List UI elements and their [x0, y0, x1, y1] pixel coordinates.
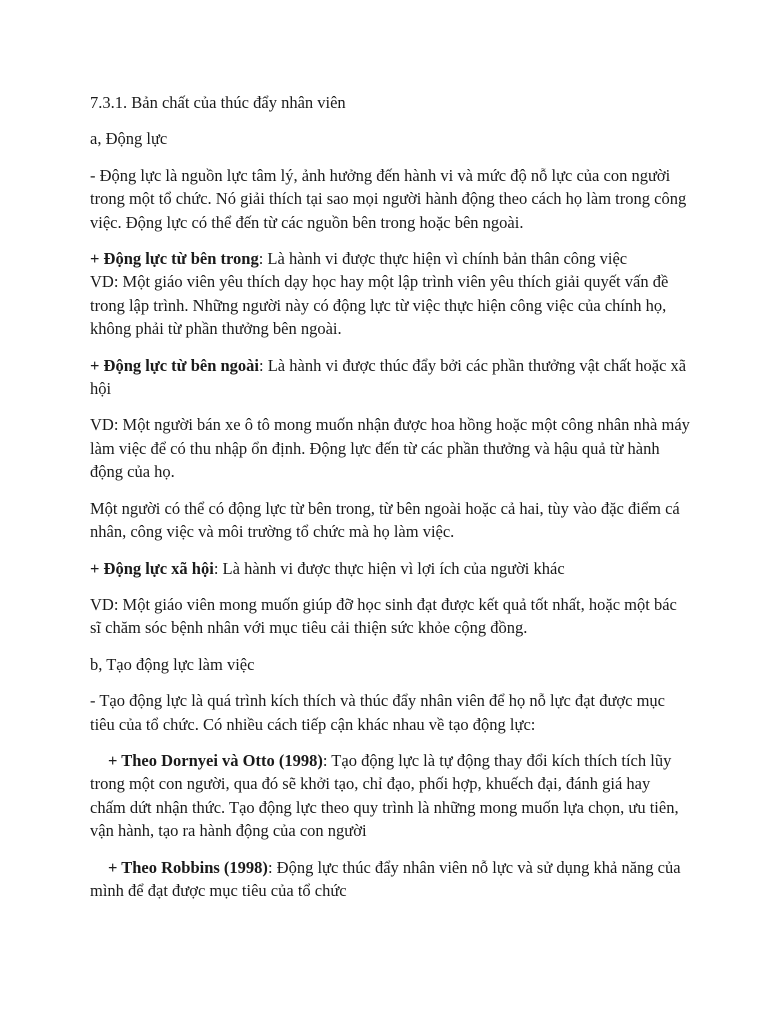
intrinsic-motivation-term: + Động lực từ bên trong — [90, 249, 259, 269]
dornyei-otto-term: + Theo Dornyei và Otto (1998) — [108, 750, 323, 770]
social-motivation-desc: : Là hành vi được thực hiện vì lợi ích của người khác — [213, 558, 565, 578]
document-page — [90, 91, 690, 915]
robbins-term: + Theo Robbins (1998) — [108, 857, 268, 877]
paragraph-social-motivation — [90, 557, 690, 580]
paragraph-dornyei-otto — [90, 749, 690, 843]
intrinsic-motivation-desc: : Là hành vi được thực hiện vì chính bản thân công việc — [258, 249, 628, 269]
paragraph-extrinsic-motivation — [90, 354, 690, 401]
paragraph-intrinsic-motivation — [90, 247, 690, 341]
subsection-a-heading: a, Động lực — [90, 129, 168, 149]
intrinsic-motivation-example: VD: Một giáo viên yêu thích dạy học hay một lập trình viên yêu thích giải quyết vấn đề trong lập trình. Những người này có động lực từ việc thực hiện công việc của chính họ, không phải từ phần thưởng bên ngoài. — [90, 272, 669, 339]
paragraph-robbins — [90, 856, 690, 903]
dornyei-otto-desc: : Tạo động lực là tự động thay đổi kích thích tích lũy trong một con người, qua đó sẽ khởi tạo, chỉ đạo, phối hợp, khuếch đại, đánh giá hay chấm dứt nhận thức. Tạo động lực theo quy trình là những mong muốn lựa chọn, ưu tiên, vận hành, tạo ra hành động của con người — [90, 750, 679, 841]
extrinsic-motivation-desc: : Là hành vi được thúc đẩy bởi các phần thưởng vật chất hoặc xã hội — [90, 355, 687, 399]
paragraph-creating-motivation: - Tạo động lực là quá trình kích thích và thúc đẩy nhân viên để họ nỗ lực đạt được mục tiêu của tổ chức. Có nhiều cách tiếp cận khác nhau về tạo động lực: — [90, 691, 666, 734]
paragraph-extrinsic-example: VD: Một người bán xe ô tô mong muốn nhận được hoa hồng hoặc một công nhân nhà máy làm việc để có thu nhập ổn định. Động lực đến từ các phần thưởng và hậu quả từ hành động của họ. — [90, 415, 690, 482]
subsection-b-heading: b, Tạo động lực làm việc — [90, 654, 255, 674]
social-motivation-term: + Động lực xã hội — [90, 558, 214, 578]
robbins-desc: : Động lực thúc đẩy nhân viên nỗ lực và sử dụng khả năng của mình để đạt được mục tiêu của tổ chức — [90, 857, 681, 900]
paragraph-social-example: VD: Một giáo viên mong muốn giúp đỡ học sinh đạt được kết quả tốt nhất, hoặc một bác sĩ chăm sóc bệnh nhân với mục tiêu cải thiện sức khỏe cộng đồng. — [90, 594, 677, 638]
section-heading: 7.3.1. Bản chất của thúc đẩy nhân viên — [90, 93, 346, 112]
extrinsic-motivation-term: + Động lực từ bên ngoài — [90, 355, 260, 375]
paragraph-motivation-definition: - Động lực là nguồn lực tâm lý, ảnh hưởng đến hành vi và mức độ nỗ lực của con người trong một tổ chức. Nó giải thích tại sao mọi người hành động theo cách họ làm trong công việc. Động lực có thể đến từ các nguồn bên trong hoặc bên ngoài. — [90, 165, 687, 232]
paragraph-combined-motivation: Một người có thể có động lực từ bên trong, từ bên ngoài hoặc cả hai, tùy vào đặc điểm cá nhân, công việc và môi trường tổ chức mà họ làm việc. — [90, 498, 680, 542]
